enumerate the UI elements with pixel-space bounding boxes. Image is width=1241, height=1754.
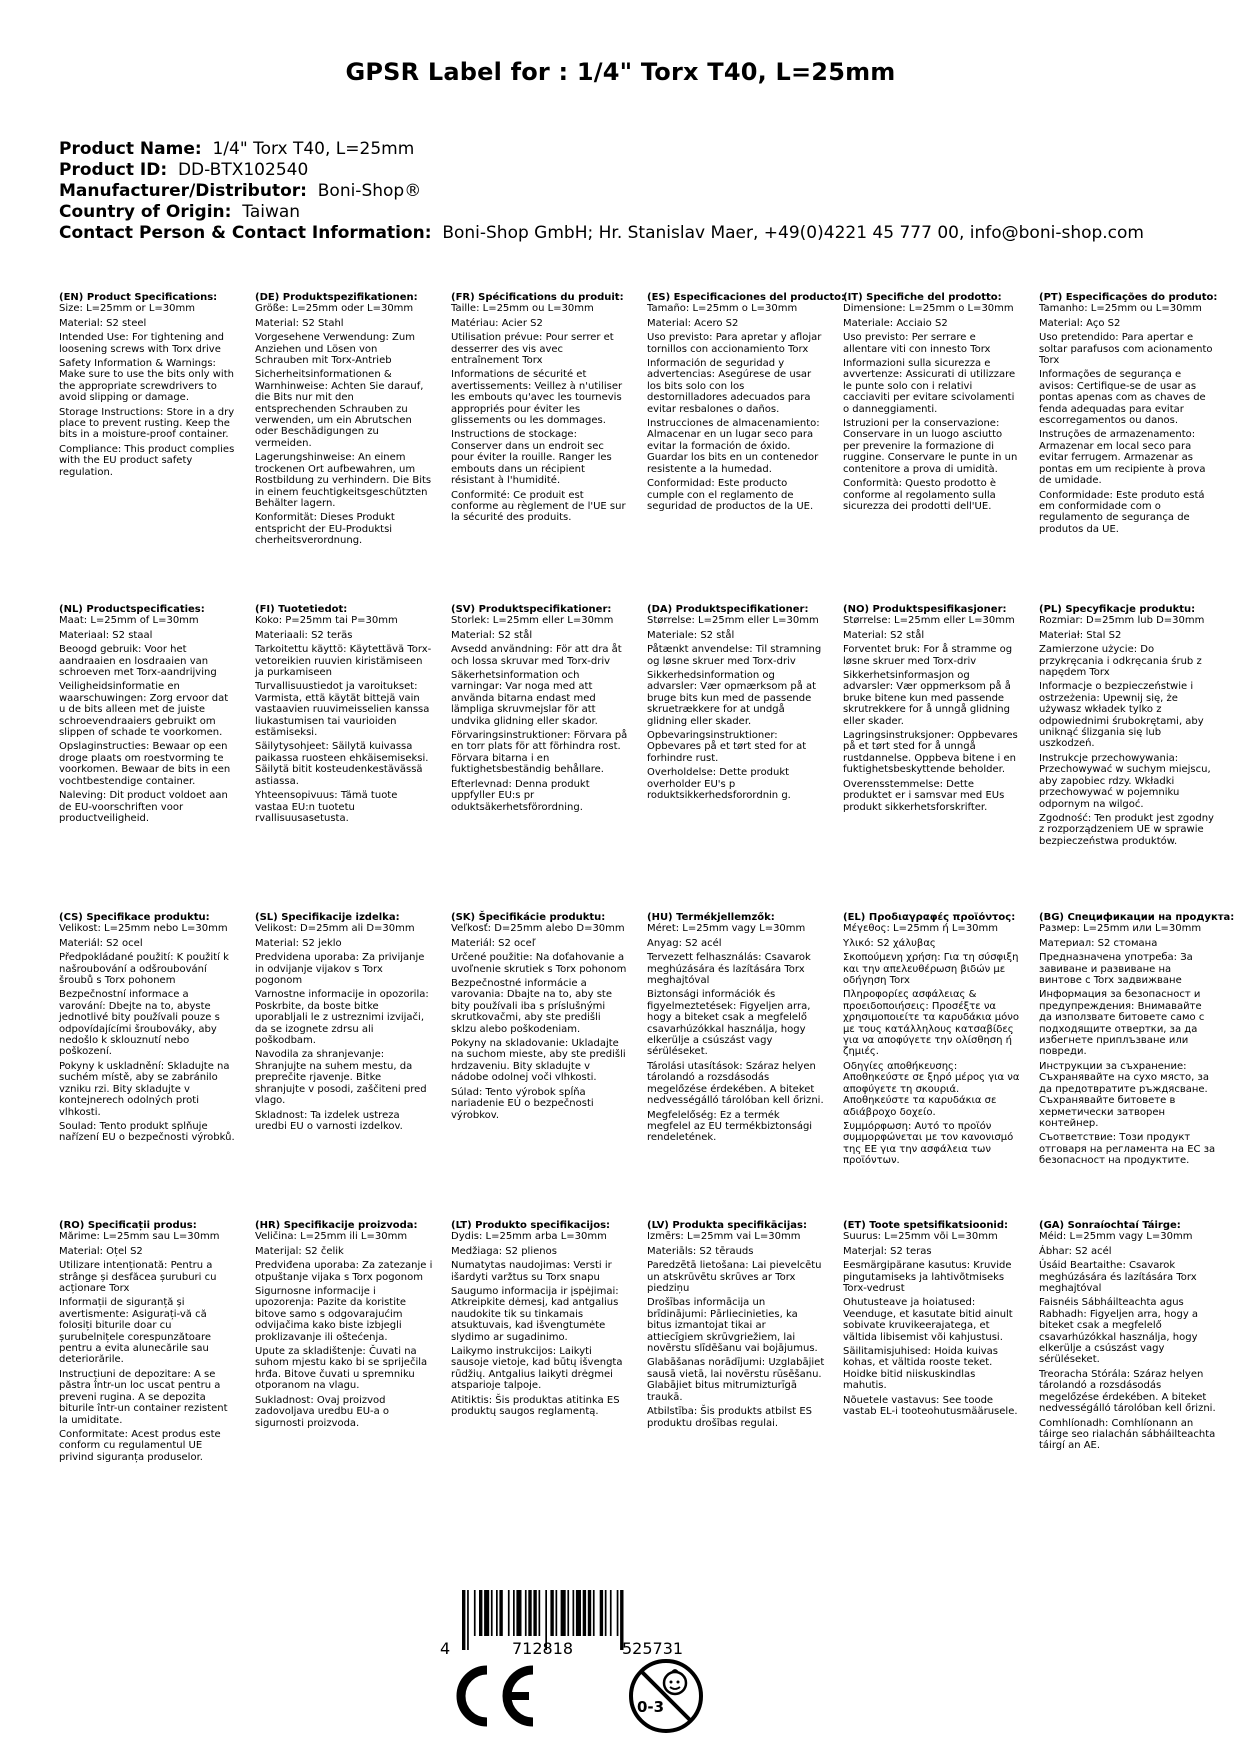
spec-paragraph: Lagringsinstruksjoner: Oppbevares på et tørt sted for å unngå rustdannelse. Oppbeva bitene i en fuktighetsbeskyttende beholder. — [843, 730, 1018, 776]
spec-paragraph: Πληροφορίες ασφάλειας & προειδοποιήσεις: Προσέξτε να χρησιμοποιείτε τα καρυδάκια μόνο με τους κατάλληλους κατσαβίδες για να αποφύγετε την ολίσθηση ή ζημιές. — [843, 989, 1019, 1058]
spec-block-header: (ET) Toote spetsifikatsioonid: — [843, 1220, 1009, 1231]
spec-paragraph: Predviđena uporaba: Za zatezanje i otpuštanje vijaka s Torx pogonom — [255, 1260, 433, 1283]
info-label: Product ID: — [59, 160, 168, 180]
spec-paragraph: Comhlíonadh: Comhlíonann an táirge seo rialachán sábháilteachta táirgí an AE. — [1039, 1417, 1216, 1452]
spec-block-header: (SV) Produktspecifikationer: — [451, 604, 612, 615]
spec-paragraph: Lagerungshinweise: An einem trockenen Ort aufbewahren, um Rostbildung zu verhindern. Die Bits in einem feuchtigkeitsgeschützten Behälter lagern. — [255, 452, 432, 509]
spec-paragraph: Medžiaga: S2 plienos — [451, 1245, 557, 1257]
barcode-bar — [550, 1590, 553, 1636]
barcode-bar — [561, 1590, 566, 1636]
spec-paragraph: Ohutusteave ja hoiatused: Veenduge, et kasutate bitid ainult sobivate kruvikeerajatega, et vältida libisemist või kahjustusi. — [843, 1297, 1013, 1343]
spec-paragraph: Materiale: Acciaio S2 — [843, 317, 948, 329]
spec-paragraph: Materiale: S2 stål — [647, 629, 735, 641]
spec-paragraph: Overensstemmelse: Dette produktet er i samsvar med EUs produkt sikkerhetsforskrifter. — [843, 778, 1005, 813]
spec-paragraph: Påtænkt anvendelse: Til stramning og løsne skruer med Torx-driv — [647, 644, 822, 667]
spec-block-de — [255, 292, 433, 550]
spec-paragraph: Förvaringsinstruktioner: Förvara på en torr plats för att förhindra rost. Förvara bitarna i en fuktighetsbeständig behållare. — [451, 730, 628, 776]
spec-block-lt — [451, 1220, 629, 1421]
spec-paragraph: Předpokládané použití: K použití k našroubování a odšroubování šroubů s Torx pohonem — [59, 952, 229, 987]
barcode-bar — [588, 1590, 591, 1636]
spec-paragraph: Instrukcje przechowywania: Przechowywać w suchym miejscu, aby zapobiec rdzy. Wkładki przechowywać w pojemniku odpornym na wilgoć. — [1039, 752, 1211, 810]
spec-paragraph: Forventet bruk: For å stramme og løsne skruer med Torx-driv — [843, 644, 1013, 667]
spec-paragraph: Información de seguridad y advertencias: Asegúrese de usar los bits solo con los destornilladores adecuados para evitar resbalones o daños. — [647, 358, 812, 415]
spec-paragraph: Utilizare intenționată: Pentru a strânge și desfăcea șuruburi cu acționare Torx — [59, 1260, 217, 1295]
spec-block-header: (IT) Specifiche del prodotto: — [843, 292, 1002, 303]
spec-paragraph: Vorgesehene Verwendung: Zum Anziehen und Lösen von Schrauben mit Torx-Antrieb — [255, 332, 415, 367]
spec-block-header: (DE) Produktspezifikationen: — [255, 292, 418, 303]
spec-paragraph: Σκοπούμενη χρήση: Για τη σύσφιξη και την απελευθέρωση βιδών με οδήγηση Torx — [843, 952, 1019, 987]
spec-block-pt — [1039, 292, 1217, 538]
info-product-name — [59, 139, 1144, 160]
barcode — [440, 1590, 740, 1656]
spec-paragraph: Sukladnost: Ovaj proizvod zadovoljava uredbu EU-a o sigurnosti proizvoda. — [255, 1394, 390, 1429]
spec-paragraph: Sigurnosne informacije i upozorenja: Pazite da koristite bitove samo s odgovarajućim odvijačima kako biste izbjegli proklizavanje ili oštećenja. — [255, 1286, 407, 1343]
barcode-digit-lead: 4 — [440, 1639, 451, 1658]
spec-paragraph: Sikkerhetsinformasjon og advarsler: Vær oppmerksom på å bruke bitene kun med passende skrutrekkere for å unngå glidning eller skader. — [843, 670, 1011, 727]
spec-paragraph: Mărime: L=25mm sau L=30mm — [59, 1231, 220, 1243]
barcode-bar — [462, 1590, 465, 1650]
barcode-bar — [605, 1590, 607, 1636]
spec-paragraph: Turvallisuustiedot ja varoitukset: Varmista, että käytät bittejä vain vastaavien ruuvimeisselien kanssa liukastumisen tai vaurioiden estämiseksi. — [255, 681, 430, 739]
barcode-bar — [593, 1590, 595, 1636]
product-info — [59, 139, 1144, 244]
spec-paragraph: Drošības informācija un brīdinājumi: Pārliecinieties, ka bitus izmantojat tikai ar attiecīgiem skrūvgriežiem, lai novērstu slīdēšanu vai bojājumus. — [647, 1297, 818, 1355]
barcode-bar — [513, 1590, 515, 1636]
spec-paragraph: Dydis: L=25mm arba L=30mm — [451, 1231, 607, 1243]
spec-paragraph: Soulad: Tento produkt splňuje nařízení EU o bezpečnosti výrobků. — [59, 1120, 235, 1144]
spec-paragraph: Maat: L=25mm of L=30mm — [59, 615, 199, 627]
spec-block-header: (FI) Tuotetiedot: — [255, 604, 348, 615]
spec-block-lv — [647, 1220, 825, 1432]
spec-block-header: (LV) Produkta specifikācijas: — [647, 1220, 807, 1231]
spec-paragraph: Size: L=25mm or L=30mm — [59, 303, 195, 315]
barcode-bar — [516, 1590, 521, 1636]
spec-paragraph: Laikymo instrukcijos: Laikyti sausoje vietoje, kad būtų išvengta rūdžių. Antgalius laikyti drėgmei atsparioje talpoje. — [451, 1346, 623, 1392]
spec-paragraph: Conformidad: Este producto cumple con el reglamento de seguridad de productos de la UE. — [647, 478, 814, 512]
spec-paragraph: Veiligheidsinformatie en waarschuwingen: Zorg ervoor dat u de bits alleen met de juiste schroevendraaiers gebruikt om slippen of schade te voorkomen. — [59, 681, 229, 739]
barcode-digits-right: 525731 — [622, 1639, 684, 1658]
spec-paragraph: Nõuetele vastavus: See toode vastab EL-i tooteohutusmäärusele. — [843, 1394, 1018, 1418]
spec-paragraph: Megfelelőség: Ez a termék megfelel az EU termékbiztonsági rendeletének. — [647, 1109, 813, 1144]
barcode-bar — [610, 1590, 612, 1636]
spec-paragraph: Material: Acero S2 — [647, 317, 739, 329]
info-manufacturer — [59, 181, 1144, 202]
spec-paragraph: Méret: L=25mm vagy L=30mm — [647, 923, 806, 935]
info-label: Manufacturer/Distributor: — [59, 181, 307, 201]
spec-block-header: (GA) Sonraíochtaí Táirge: — [1039, 1220, 1181, 1231]
spec-paragraph: Avsedd användning: För att dra åt och lossa skruvar med Torx-driv — [451, 644, 622, 667]
info-country — [59, 202, 1144, 223]
barcode-bar — [525, 1590, 527, 1636]
spec-paragraph: Uso previsto: Per serrare e allentare viti con innesto Torx — [843, 332, 991, 355]
spec-paragraph: Conformité: Ce produit est conforme au règlement de l'UE sur la sécurité des produits. — [451, 489, 626, 524]
spec-paragraph: Compliance: This product complies with the EU product safety regulation. — [59, 443, 235, 478]
barcode-bar — [617, 1590, 619, 1636]
spec-block-sk — [451, 912, 629, 1124]
spec-paragraph: Materiaal: S2 staal — [59, 629, 153, 641]
spec-block-header: (HU) Termékjellemzők: — [647, 912, 775, 923]
info-value: Boni-Shop® — [317, 181, 422, 201]
spec-paragraph: Opbevaringsinstruktioner: Opbevares på et tørt sted for at forhindre rust. — [647, 730, 807, 764]
spec-paragraph: Overholdelse: Dette produkt overholder EU's p roduktsikkerhedsforordnin g. — [647, 767, 791, 802]
barcode-bar — [600, 1590, 603, 1636]
spec-paragraph: Størrelse: L=25mm eller L=30mm — [843, 615, 1015, 627]
age-warning-icon — [627, 1657, 705, 1735]
spec-block-da — [647, 604, 825, 805]
spec-paragraph: Intended Use: For tightening and loosening screws with Torx drive — [59, 332, 225, 355]
spec-paragraph: Uso previsto: Para apretar y aflojar tornillos con accionamiento Torx — [647, 332, 822, 355]
spec-paragraph: Saugumo informacija ir įspėjimai: Atkreipkite dėmesį, kad antgalius naudokite tik su tinkamais atsuktuvais, kad išvengtumėte slydimo ar sugadinimo. — [451, 1286, 619, 1343]
spec-block-header: (EL) Προδιαγραφές προϊόντος: — [843, 912, 1016, 923]
spec-paragraph: Materijal: S2 čelik — [255, 1245, 344, 1257]
barcode-bar — [491, 1590, 493, 1636]
spec-paragraph: Atbilstība: Šis produkts atbilst ES produktu drošības regulai. — [647, 1406, 813, 1429]
spec-paragraph: Beoogd gebruik: Voor het aandraaien en losdraaien van schroeven met Torx-aandrijving — [59, 644, 217, 679]
spec-paragraph: Suurus: L=25mm või L=30mm — [843, 1231, 998, 1243]
spec-paragraph: Matériau: Acier S2 — [451, 317, 543, 329]
spec-paragraph: Varnostne informacije in opozorila: Poskrbite, da boste bitke uporabljali le z ustreznimi izvijači, da se izognete zdrsu ali poškodbam. — [255, 989, 429, 1047]
spec-block-header: (NL) Productspecificaties: — [59, 604, 205, 615]
spec-paragraph: Veličina: L=25mm ili L=30mm — [255, 1231, 408, 1243]
spec-block-header: (LT) Produkto specifikacijos: — [451, 1220, 611, 1231]
spec-paragraph: Tervezett felhasználás: Csavarok meghúzására és lazítására Torx meghajtóval — [647, 952, 811, 987]
spec-paragraph: Instrucțiuni de depozitare: A se păstra într-un loc uscat pentru a preveni rugina. A se depozita biturile într-un container rezistent la umiditate. — [59, 1368, 228, 1426]
page-title: GPSR Label for : 1/4" Torx T40, L=25mm — [345, 58, 896, 86]
spec-block-no — [843, 604, 1021, 816]
spec-paragraph: Informații de siguranță și avertismente: Asigurați-vă că folosiți biturile doar cu șurubelnițele corespunzătoare pentru a evita alunecările sau deteriorările. — [59, 1297, 212, 1366]
barcode-bars — [440, 1590, 740, 1656]
barcode-bar — [583, 1590, 586, 1636]
spec-paragraph: Tamaño: L=25mm o L=30mm — [647, 303, 798, 315]
info-value: DD-BTX102540 — [177, 160, 309, 180]
spec-block-fr — [451, 292, 629, 527]
spec-paragraph: Størrelse: L=25mm eller L=30mm — [647, 615, 819, 627]
barcode-bar — [528, 1590, 531, 1636]
info-value: Taiwan — [242, 202, 301, 222]
spec-paragraph: Zgodność: Ten produkt jest zgodny z rozporządzeniem UE w sprawie bezpieczeństwa produktów. — [1039, 812, 1214, 847]
spec-paragraph: Storage Instructions: Store in a dry place to prevent rusting. Keep the bits in a moisture-proof container. — [59, 406, 235, 441]
info-label: Product Name: — [59, 139, 202, 159]
spec-block-header: (EN) Product Specifications: — [59, 292, 218, 303]
spec-block-bg — [1039, 912, 1235, 1170]
spec-paragraph: Koko: P=25mm tai P=30mm — [255, 615, 398, 627]
spec-paragraph: Rozmiar: D=25mm lub D=30mm — [1039, 615, 1205, 627]
spec-block-ga — [1039, 1220, 1217, 1455]
spec-paragraph: Инструкции за съхранение: Съхранявайте на сухо място, за да предотвратите ръждясване. Съхранявайте битовете в херметически затворен контейнер. — [1039, 1060, 1209, 1129]
spec-block-header: (PT) Especificações do produto: — [1039, 292, 1218, 303]
spec-paragraph: Bezpečnostné informácie a varovania: Dbajte na to, aby ste bity používali iba s príslušnými skrutkovačmi, aby ste predišli sklzu alebo poškodeniam. — [451, 978, 612, 1035]
spec-block-sl — [255, 912, 433, 1135]
spec-paragraph: Informacje o bezpieczeństwie i ostrzeżenia: Upewnij się, że używasz wkładek tylko z odpowiednimi śrubokrętami, aby uniknąć ślizgania się lub uszkodzeń. — [1039, 681, 1204, 750]
spec-paragraph: Material: S2 Stahl — [255, 317, 344, 329]
spec-paragraph: Conformitate: Acest produs este conform cu regulamentul UE privind siguranța produselor. — [59, 1428, 221, 1463]
spec-block-header: (FR) Spécifications du produit: — [451, 292, 624, 303]
spec-block-header: (SK) Špecifikácie produktu: — [451, 912, 606, 923]
spec-paragraph: Информация за безопасност и предупреждения: Внимавайте да използвате битовете само с подходящите отвертки, за да избегнете приплъзване или повреди. — [1039, 989, 1205, 1058]
info-product-id — [59, 160, 1144, 181]
spec-paragraph: Taille: L=25mm ou L=30mm — [451, 303, 594, 315]
spec-paragraph: Faisnéis Sábháilteachta agus Rabhadh: Figyeljen arra, hogy a biteket csak a megfelelő csavarhúzókkal használja, hogy elkerülje a csúszást vagy sérüléseket. — [1039, 1297, 1199, 1366]
spec-paragraph: Numatytas naudojimas: Versti ir išardyti varžtus su Torx snapu — [451, 1260, 612, 1283]
spec-paragraph: Размер: L=25mm или L=30mm — [1039, 923, 1202, 935]
spec-paragraph: Súlad: Tento výrobok spĺňa nariadenie EÚ o bezpečnosti výrobkov. — [451, 1086, 594, 1121]
spec-paragraph: Materiał: Stal S2 — [1039, 629, 1122, 641]
spec-paragraph: Upute za skladištenje: Čuvati na suhom mjestu kako bi se spriječila hrđa. Bitove čuvati u spremniku otporanom na vlagu. — [255, 1346, 428, 1392]
spec-block-pl — [1039, 604, 1217, 850]
barcode-bar — [484, 1590, 489, 1636]
barcode-bar — [479, 1590, 482, 1636]
spec-block-nl — [59, 604, 237, 827]
spec-paragraph: Säilitamisjuhised: Hoida kuivas kohas, et vältida rooste teket. Hoidke bitid niiskuskindlas mahutis. — [843, 1346, 999, 1392]
spec-paragraph: Opslaginstructies: Bewaar op een droge plaats om roestvorming te voorkomen. Bewaar de bits in een vochtbestendige container. — [59, 741, 231, 787]
info-value: 1/4" Torx T40, L=25mm — [212, 139, 415, 159]
spec-paragraph: Instrucciones de almacenamiento: Almacenar en un lugar seco para evitar la formación de óxido. Guardar los bits en un contenedor resistente a la humedad. — [647, 418, 820, 475]
spec-paragraph: Materiaali: S2 teräs — [255, 629, 353, 641]
info-label: Contact Person & Contact Information: — [59, 223, 432, 243]
spec-paragraph: Velikost: L=25mm nebo L=30mm — [59, 923, 228, 935]
spec-paragraph: Tamanho: L=25mm ou L=30mm — [1039, 303, 1202, 315]
spec-block-sv — [451, 604, 629, 816]
spec-block-hr — [255, 1220, 433, 1432]
spec-paragraph: Glabāšanas norādījumi: Uzglabājiet sausā vietā, lai novērstu rūsēšanu. Glabājiet bitus mitrumizturīgā traukā. — [647, 1357, 825, 1403]
spec-block-cs — [59, 912, 237, 1147]
info-label: Country of Origin: — [59, 202, 232, 222]
spec-paragraph: Uso pretendido: Para apertar e soltar parafusos com acionamento Torx — [1039, 332, 1213, 367]
spec-paragraph: Material: S2 stål — [451, 629, 533, 641]
spec-paragraph: Skladnost: Ta izdelek ustreza uredbi EU o varnosti izdelkov. — [255, 1109, 403, 1132]
spec-paragraph: Eesmärgipärane kasutus: Kruvide pingutamiseks ja lahtivõtmiseks Torx-vedrust — [843, 1260, 1012, 1295]
barcode-bar — [496, 1590, 498, 1636]
spec-paragraph: Zamierzone użycie: Do przykręcania i odkręcania śrub z napędem Torx — [1039, 644, 1202, 679]
barcode-bar — [474, 1590, 476, 1636]
spec-paragraph: Atitiktis: Šis produktas atitinka ES produktų saugos reglamentą. — [451, 1394, 620, 1418]
spec-paragraph: Conformidade: Este produto está em conformidade com o regulamento de segurança de produtos da UE. — [1039, 489, 1205, 535]
spec-paragraph: Tárolási utasítások: Száraz helyen tárolandó a rozsdásodás megelőzése érdekében. A biteket nedvességálló tárolóban kell őrizni. — [647, 1060, 824, 1107]
spec-paragraph: Efterlevnad: Denna produkt uppfyller EU:s pr oduktsäkerhetsförordning. — [451, 778, 590, 813]
spec-block-it — [843, 292, 1021, 515]
spec-paragraph: Materiāls: S2 tērauds — [647, 1245, 754, 1257]
spec-paragraph: Safety Information & Warnings: Make sure to use the bits only with the appropriate screwdrivers to avoid slipping or damage. — [59, 358, 234, 404]
ce-mark-icon — [451, 1664, 539, 1728]
barcode-bar — [467, 1590, 469, 1650]
spec-block-el — [843, 912, 1021, 1170]
spec-paragraph: Navodila za shranjevanje: Shranjujte na suhem mestu, da preprečite rjavenje. Bitke shranjujte v posodi, zaščiteni pred vlago. — [255, 1049, 427, 1107]
spec-paragraph: Instructions de stockage: Conserver dans un endroit sec pour éviter la rouille. Ranger les embouts dans un récipient résistant à l'humidité. — [451, 429, 612, 487]
spec-block-header: (SL) Specifikacije izdelka: — [255, 912, 400, 923]
barcode-bar — [567, 1590, 569, 1636]
spec-paragraph: Sikkerhedsinformation og advarsler: Vær opmærksom på at bruge bits kun med de passende skruetrækkere for at undgå glidning eller skader. — [647, 670, 817, 727]
barcode-bar — [556, 1590, 558, 1636]
spec-paragraph: Informations de sécurité et avertissements: Veillez à n'utiliser les embouts qu'avec les tournevis appropriés pour éviter les glissements ou les dommages. — [451, 369, 623, 427]
spec-block-header: (CS) Specifikace produktu: — [59, 912, 210, 923]
spec-paragraph: Tarkoitettu käyttö: Käytettävä Torx-vetoreikien ruuvien kiristämiseen ja purkamiseen — [255, 644, 432, 679]
spec-paragraph: Material: Aço S2 — [1039, 317, 1121, 329]
spec-block-header: (DA) Produktspecifikationer: — [647, 604, 809, 615]
spec-paragraph: Úsáid Beartaithe: Csavarok meghúzására és lazítására Torx meghajtóval — [1039, 1260, 1197, 1295]
spec-paragraph: Ábhar: S2 acél — [1039, 1245, 1112, 1257]
spec-paragraph: Izmērs: L=25mm vai L=30mm — [647, 1231, 801, 1243]
info-value: Boni-Shop GmbH; Hr. Stanislav Maer, +49(0)4221 45 777 00, info@boni-shop.com — [442, 223, 1144, 243]
spec-paragraph: Naleving: Dit product voldoet aan de EU-voorschriften voor productveiligheid. — [59, 790, 228, 824]
spec-paragraph: Velikost: D=25mm ali D=30mm — [255, 923, 415, 935]
barcode-bar — [539, 1590, 541, 1636]
spec-block-header: (BG) Спецификации на продукта: — [1039, 912, 1235, 923]
barcode-bar — [508, 1590, 510, 1636]
spec-paragraph: Material: S2 steel — [59, 317, 147, 329]
spec-paragraph: Предназначена употреба: За завиване и развиване на винтове с Torx задвижване — [1039, 952, 1193, 987]
spec-paragraph: Sicherheitsinformationen & Warnhinweise: Achten Sie darauf, die Bits nur mit den entsprechenden Schrauben zu verwenden, um ein Abrutschen oder Beschädigungen zu vermeiden. — [255, 369, 424, 449]
spec-paragraph: Utilisation prévue: Pour serrer et desserrer des vis avec entraînement Torx — [451, 332, 614, 367]
spec-paragraph: Méid: L=25mm vagy L=30mm — [1039, 1231, 1193, 1243]
spec-paragraph: Pokyny na skladovanie: Ukladajte na suchom mieste, aby ste predišli hrdzaveniu. Bity skladujte v nádobe odolnej voči vlhkosti. — [451, 1038, 626, 1084]
spec-paragraph: Paredzētā lietošana: Lai pievelcētu un atskrūvētu skrūves ar Torx piedziņu — [647, 1260, 822, 1295]
spec-paragraph: Material: S2 jeklo — [255, 937, 342, 949]
spec-paragraph: Säilytysohjeet: Säilytä kuivassa paikassa ruosteen ehkäisemiseksi. Säilytä bitit kosteudenkestävässä astiassa. — [255, 741, 429, 787]
spec-paragraph: Materiál: S2 ocel — [59, 937, 143, 949]
spec-paragraph: Οδηγίες αποθήκευσης: Αποθηκεύστε σε ξηρό μέρος για να αποφύγετε τη σκουριά. Αποθηκεύστε τα καρυδάκια σε αδιάβροχο δοχείο. — [843, 1060, 1020, 1118]
spec-paragraph: Pokyny k uskladnění: Skladujte na suchém místě, aby se zabránilo vzniku rzi. Bity skladujte v kontejnerech odolných proti vlhkosti. — [59, 1060, 230, 1118]
spec-block-header: (PL) Specyfikacje produktu: — [1039, 604, 1196, 615]
spec-block-en — [59, 292, 237, 481]
barcode-bar — [573, 1590, 575, 1636]
barcode-bar — [499, 1590, 502, 1636]
spec-paragraph: Biztonsági információk és figyelmeztetések: Figyeljen arra, hogy a biteket csak a megfelelő csavarhúzókkal használja, hogy elkerülje a csúszást vagy sérüléseket. — [647, 989, 811, 1058]
spec-paragraph: Съответствие: Този продукт отговаря на регламента на ЕС за безопасност на продуктите. — [1039, 1132, 1216, 1167]
spec-paragraph: Dimensione: L=25mm o L=30mm — [843, 303, 1014, 315]
spec-paragraph: Μέγεθος: L=25mm ή L=30mm — [843, 923, 999, 935]
spec-paragraph: Informações de segurança e avisos: Certifique-se de usar as pontas apenas com as chaves de fenda adequadas para evitar escorregamentos ou danos. — [1039, 369, 1206, 427]
spec-paragraph: Säkerhetsinformation och varningar: Var noga med att använda bitarna endast med lämpliga skruvmejslar för att undvika glidning eller skador. — [451, 670, 598, 727]
spec-paragraph: Υλικό: S2 χάλυβας — [843, 937, 936, 949]
spec-block-fi — [255, 604, 433, 827]
spec-paragraph: Materiál: S2 oceľ — [451, 937, 536, 949]
spec-paragraph: Určené použitie: Na doťahovanie a uvoľnenie skrutiek s Torx pohonom — [451, 952, 627, 975]
spec-paragraph: Istruzioni per la conservazione: Conservare in un luogo asciutto per prevenire la formazione di ruggine. Conservare le punte in un contenitore a prova di umidità. — [843, 418, 1018, 475]
spec-block-header: (RO) Specificații produs: — [59, 1220, 197, 1231]
spec-block-ro — [59, 1220, 237, 1466]
spec-paragraph: Conformità: Questo prodotto è conforme al regolamento sulla sicurezza dei prodotti dell'UE. — [843, 478, 997, 512]
spec-paragraph: Material: S2 stål — [843, 629, 925, 641]
spec-paragraph: Treoracha Stórála: Száraz helyen tárolandó a rozsdásodás megelőzése érdekében. A biteket nedvességálló tárolóban kell őrizni. — [1039, 1368, 1216, 1415]
spec-paragraph: Материал: S2 стомана — [1039, 937, 1158, 949]
spec-paragraph: Instruções de armazenamento: Armazenar em local seco para evitar ferrugem. Armazenar as pontas em um recipiente à prova de umidade. — [1039, 429, 1206, 487]
spec-block-header: (ES) Especificaciones del producto: — [647, 292, 846, 303]
spec-paragraph: Größe: L=25mm oder L=30mm — [255, 303, 414, 315]
spec-paragraph: Informazioni sulla sicurezza e avvertenze: Assicurati di utilizzare le punte solo con i relativi cacciaviti per evitare scivolamenti o danneggiamenti. — [843, 358, 1016, 415]
spec-paragraph: Bezpečnostní informace a varování: Dbejte na to, abyste jednotlivé bity používali pouze s odpovídajícími šroubováky, aby nedošlo k sklouznutí nebo poškození. — [59, 989, 220, 1058]
spec-paragraph: Materjal: S2 teras — [843, 1245, 932, 1257]
spec-paragraph: Συμμόρφωση: Αυτό το προϊόν συμμορφώνεται με τον κανονισμό της ΕΕ για την ασφάλεια των προϊόντων. — [843, 1120, 1014, 1167]
spec-paragraph: Anyag: S2 acél — [647, 937, 722, 949]
spec-paragraph: Veľkosť: D=25mm alebo D=30mm — [451, 923, 625, 935]
spec-paragraph: Konformität: Dieses Produkt entspricht der EU-Produktsi cherheitsverordnung. — [255, 512, 395, 547]
spec-paragraph: Material: Oțel S2 — [59, 1245, 143, 1257]
age-range-label: 0-3 — [637, 1698, 665, 1716]
barcode-bar — [576, 1590, 581, 1636]
spec-block-et — [843, 1220, 1021, 1421]
spec-block-header: (HR) Specifikacije proizvoda: — [255, 1220, 418, 1231]
info-contact — [59, 223, 1144, 244]
spec-block-hu — [647, 912, 825, 1147]
spec-paragraph: Storlek: L=25mm eller L=30mm — [451, 615, 614, 627]
barcode-bar — [533, 1590, 536, 1636]
spec-block-es — [647, 292, 846, 515]
barcode-digits-left: 712818 — [512, 1639, 574, 1658]
spec-paragraph: Yhteensopivuus: Tämä tuote vastaa EU:n tuotetu rvallisuusasetusta. — [255, 790, 398, 824]
spec-block-header: (NO) Produktspesifikasjoner: — [843, 604, 1007, 615]
spec-paragraph: Predvidena uporaba: Za privijanje in odvijanje vijakov s Torx pogonom — [255, 952, 425, 987]
